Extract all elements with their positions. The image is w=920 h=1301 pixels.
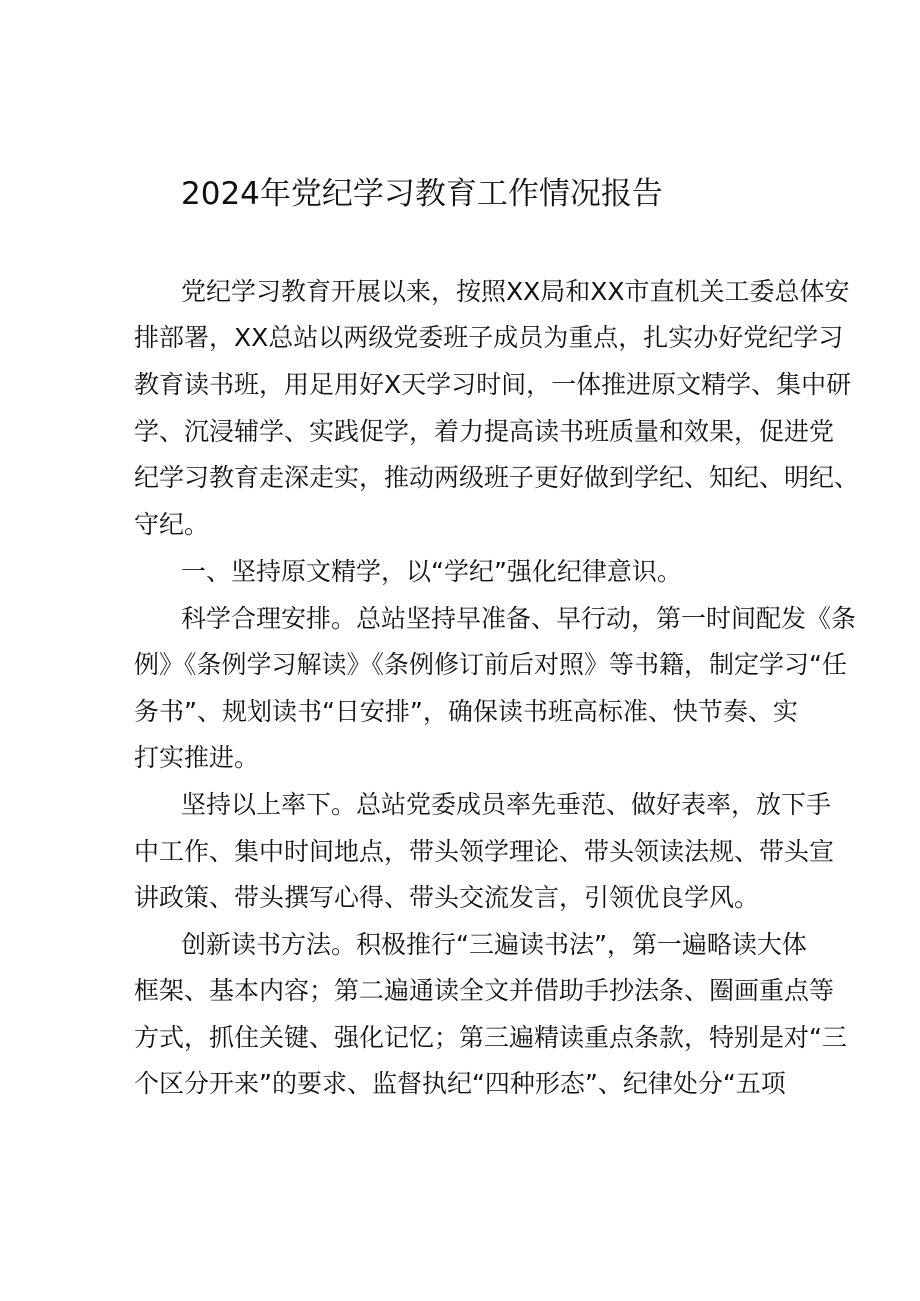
arrangement-line-1: 科学合理安排。总站坚持早准备、早行动，第一时间配发《条 — [181, 604, 857, 633]
intro-line-4: 学、沉浸辅学、实践促学，着力提高读书班质量和效果，促进党 — [134, 417, 835, 446]
arrangement-line-3: 务书”、规划读书“日安排”，确保读书班高标准、快节奏、实 — [134, 697, 798, 726]
arrangement-line-4: 打实推进。 — [134, 743, 260, 772]
leadership-line-3: 讲政策、带头撰写心得、带头交流发言，引领优良学风。 — [134, 883, 760, 912]
intro-line-3: 教育读书班，用足用好X天学习时间，一体推进原文精学、集中研 — [134, 370, 852, 399]
document-title: 2024年党纪学习教育工作情况报告 — [181, 176, 663, 212]
intro-line-1: 党纪学习教育开展以来，按照XX局和XX市直机关工委总体安 — [181, 277, 850, 306]
leadership-line-2: 中工作、集中时间地点，带头领学理论、带头领读法规、带头宣 — [134, 837, 835, 866]
arrangement-line-2: 例》《条例学习解读》《条例修订前后对照》等书籍，制定学习“任 — [134, 650, 847, 679]
method-line-4: 个区分开来”的要求、监督执纪“四种形态”、纪律处分“五项 — [134, 1069, 786, 1098]
intro-line-5: 纪学习教育走深走实，推动两级班子更好做到学纪、知纪、明纪、 — [134, 463, 860, 492]
leadership-line-1: 坚持以上率下。总站党委成员率先垂范、做好表率，放下手 — [181, 790, 832, 819]
method-line-3: 方式，抓住关键、强化记忆；第三遍精读重点条款，特别是对“三 — [134, 1023, 847, 1052]
method-line-1: 创新读书方法。积极推行“三遍读书法”，第一遍略读大体 — [181, 930, 807, 959]
intro-line-2: 排部署，XX总站以两级党委班子成员为重点，扎实办好党纪学习 — [134, 323, 844, 352]
intro-line-6: 守纪。 — [134, 510, 210, 539]
section-1-heading: 一、坚持原文精学，以“学纪”强化纪律意识。 — [181, 557, 682, 586]
method-line-2: 框架、基本内容；第二遍通读全文并借助手抄法条、圈画重点等 — [134, 976, 835, 1005]
